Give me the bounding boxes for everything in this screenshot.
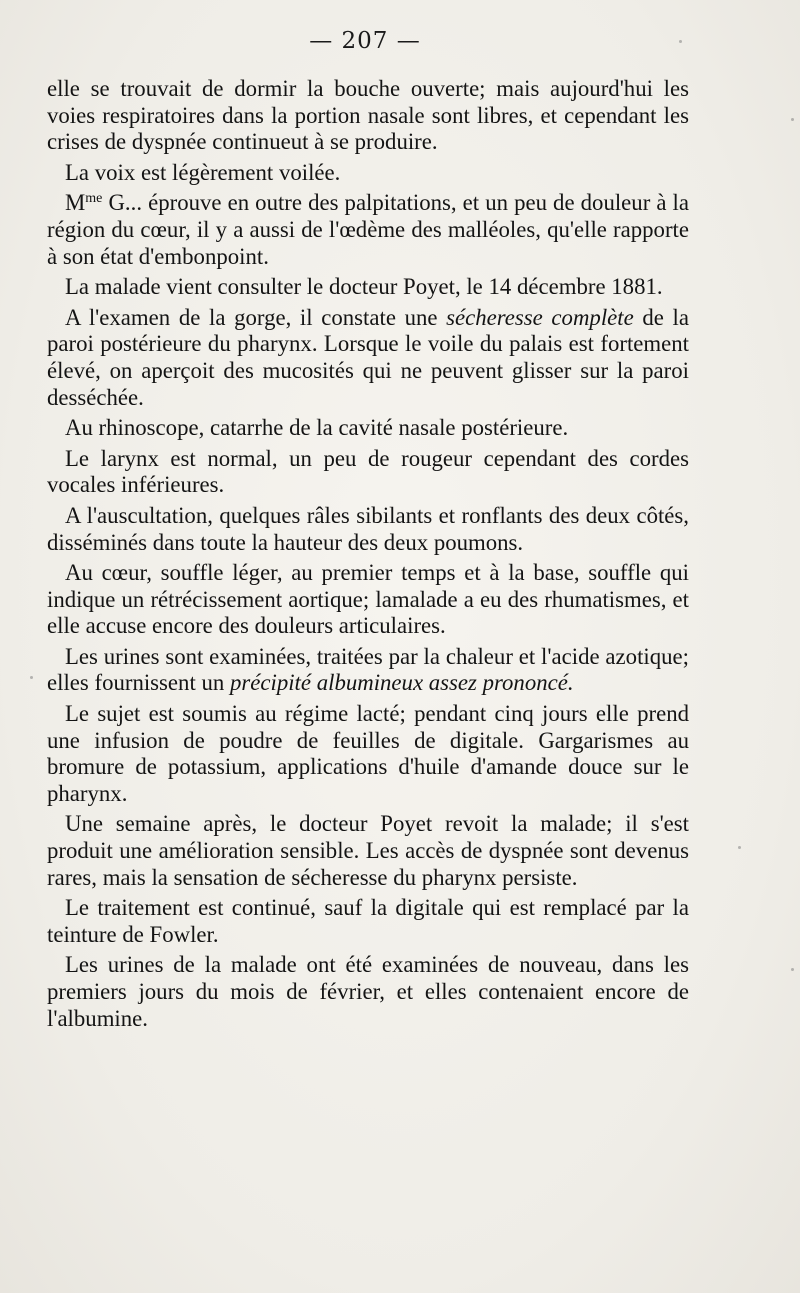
paragraph-p11 xyxy=(47,701,689,807)
print-speck xyxy=(738,846,741,849)
text-run: Une semaine après, le docteur Poyet revoit la malade; il s'est produit une amélioration sensible. Les accès de dyspnée sont devenus rares, mais la sensation de sécheresse du pharynx persiste. xyxy=(47,811,689,890)
text-run: Le traitement est continué, sauf la digitale qui est remplacé par la teinture de Fowler. xyxy=(47,895,689,947)
paragraph-p12 xyxy=(47,811,689,891)
superscript: me xyxy=(85,191,103,207)
text-run: Au cœur, souffle léger, au premier temps et à la base, souffle qui indique un rétrécissement aortique; lamalade a eu des rhumatismes, et elle accuse encore des douleurs articulaires. xyxy=(47,560,689,639)
text-run: Le larynx est normal, un peu de rougeur cependant des cordes vocales inférieures. xyxy=(47,445,689,498)
text-run: A l'examen de la gorge, il constate une xyxy=(65,304,447,330)
italic-emphasis: précipité albumineux assez prononcé. xyxy=(229,670,574,696)
text-run: elle se trouvait de dormir la bouche ouverte; mais aujourd'hui les voies respiratoires dans la portion nasale sont libres, et cependant les crises de dyspnée continueut à se produire. xyxy=(47,76,689,155)
text-run: A l'auscultation, quelques râles sibilants et ronflants des deux côtés, disséminés dans toute la hauteur des deux poumons. xyxy=(47,502,689,555)
text-run: Les urines de la malade ont été examinées de nouveau, dans les premiers jours du mois de février, et elles contenaient encore de l'albumine. xyxy=(47,952,689,1031)
paragraph-p10 xyxy=(47,644,689,697)
print-speck xyxy=(791,968,794,971)
print-speck xyxy=(791,118,794,121)
text-run: de la paroi postérieure du pharynx. Lorsque le voile du palais est fortement élevé, on aperçoit des mucosités qui ne peuvent glisser sur la paroi desséchée. xyxy=(47,304,689,410)
text-run: La voix est légèrement voilée. xyxy=(65,159,341,185)
page-number: — 207 — xyxy=(309,28,421,54)
paragraph-p5 xyxy=(47,305,689,411)
print-speck xyxy=(30,676,33,679)
paragraph-p13 xyxy=(47,895,689,948)
text-run: Le sujet est soumis au régime lacté; pendant cinq jours elle prend une infusion de poudre de feuilles de digitale. Gargarismes au bromure de potassium, applications d'huile d'amande douce sur le pharynx. xyxy=(47,701,689,806)
paragraph-p9 xyxy=(47,560,689,640)
paragraph-p7 xyxy=(47,446,689,499)
paragraph-p8 xyxy=(47,503,689,556)
paragraph-p1 xyxy=(47,76,689,156)
text-run: G... éprouve en outre des palpitations, et un peu de douleur à la région du cœur, il y a aussi de l'œdème des malléoles, qu'elle rapporte à son état d'embonpoint. xyxy=(47,190,689,269)
paragraph-p3 xyxy=(47,190,689,270)
italic-emphasis: sécheresse complète xyxy=(446,304,634,330)
body-text xyxy=(47,76,689,1036)
paragraph-p14 xyxy=(47,952,689,1032)
text-run: Au rhinoscope, catarrhe de la cavité nasale postérieure. xyxy=(65,415,569,441)
print-speck xyxy=(679,40,682,43)
text-run: M xyxy=(65,190,86,216)
text-run: La malade vient consulter le docteur Poyet, le 14 décembre 1881. xyxy=(65,274,663,300)
paragraph-p4 xyxy=(47,274,689,301)
paragraph-p2 xyxy=(47,160,689,187)
paragraph-p6 xyxy=(47,415,689,442)
text-run: Les urines sont examinées, traitées par la chaleur et l'acide azotique; elles fournissent un xyxy=(47,643,689,696)
